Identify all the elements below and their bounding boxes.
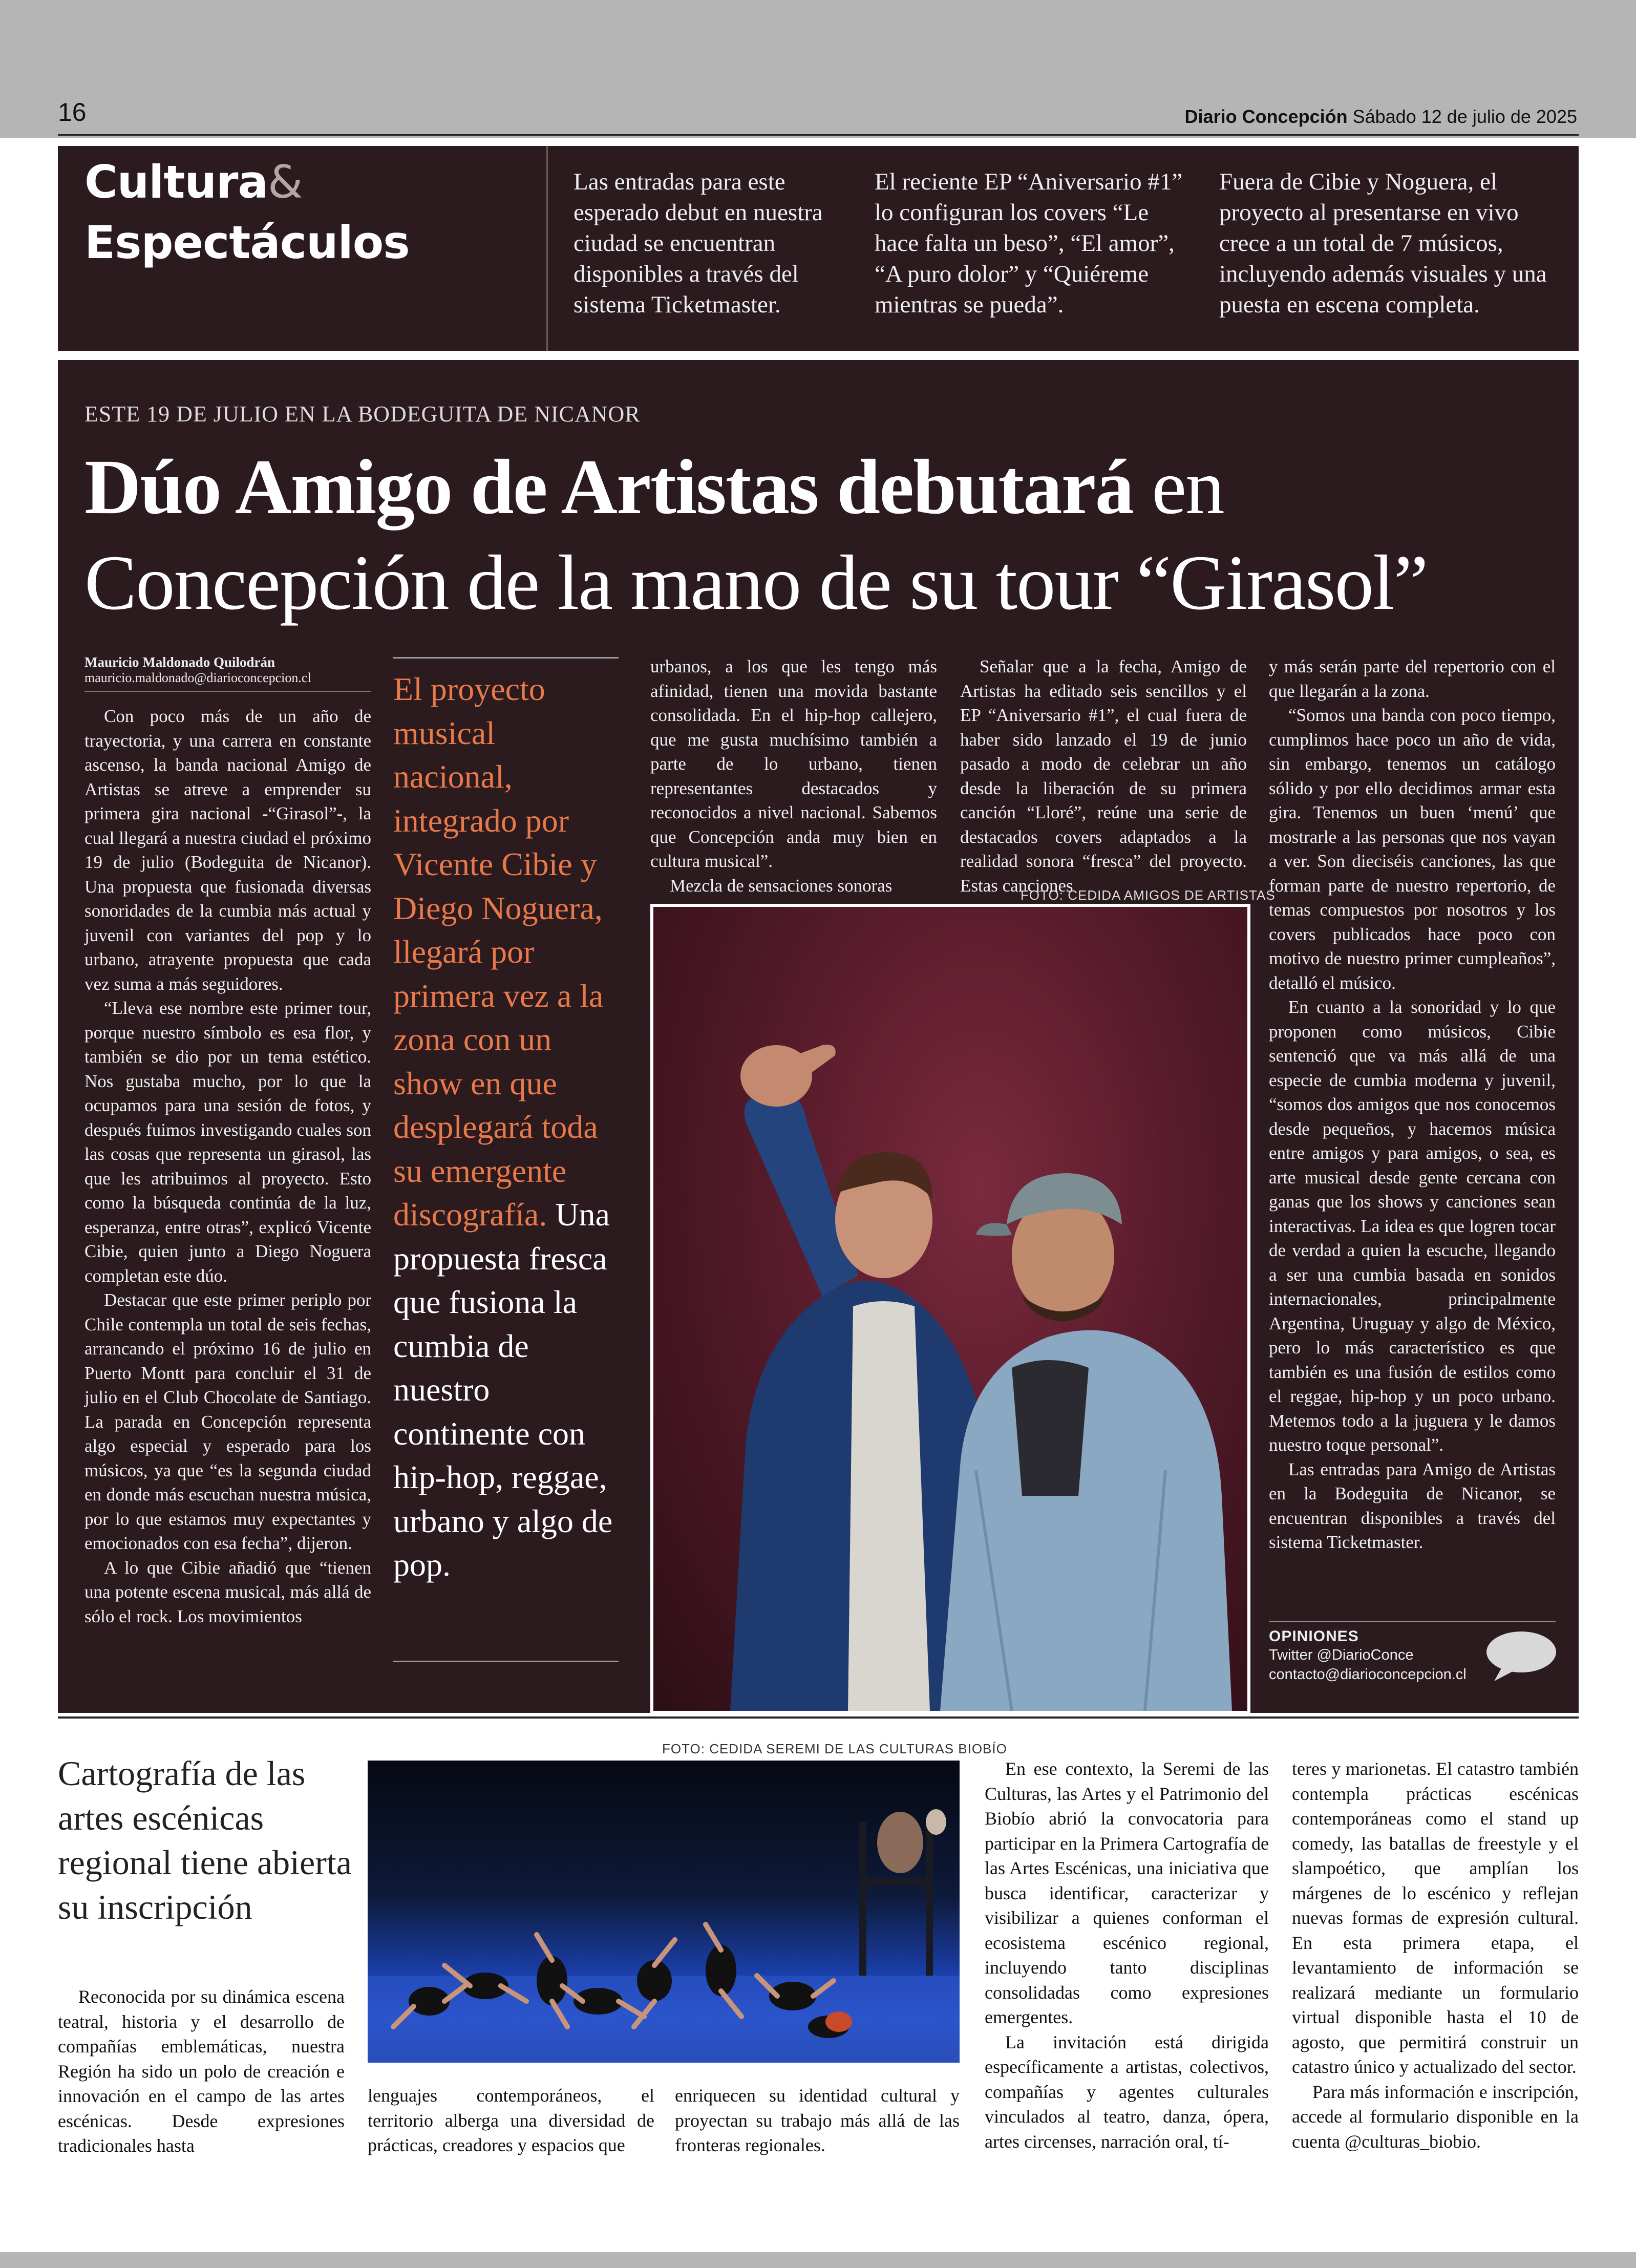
secondary-photo-credit: FOTO: CEDIDA SEREMI DE LAS CULTURAS BIOBÍO <box>662 1741 1007 1756</box>
dance-photo <box>368 1761 960 2063</box>
byline <box>84 654 371 686</box>
pull-quote-rule-bottom <box>393 1661 619 1662</box>
paragraph: lenguajes contemporáneos, el territorio alberga una diversidad de prácticas, creadores y espacios que <box>368 2085 654 2155</box>
opinions-rule <box>1269 1621 1556 1622</box>
article-headline <box>84 439 1559 631</box>
paragraph: Las entradas para Amigo de Artistas en la Bodeguita de Nicanor, se encuentran disponibles a través del sistema Ticketmaster. <box>1269 1459 1556 1552</box>
paragraph: urbanos, a los que les tengo más afinidad, tienen una movida bastante consolidada. En el hip-hop callejero, que me gusta muchísimo también a parte de lo urbano, tienen representantes destacados y reconocidos a nivel nacional. Sabemos que Concepción anda muy bien en cultura musical”. <box>650 656 937 871</box>
secondary-column-2 <box>368 2083 654 2158</box>
teaser-2: El reciente EP “Aniversario #1” lo configuran los covers “Le hace falta un beso”, “El amor”, “A puro dolor” y “Quiéreme mientras se pueda”. <box>875 168 1183 318</box>
publication-name: Diario Concepción <box>1184 106 1348 127</box>
main-article <box>58 360 1579 1713</box>
pull-quote-white: Una propuesta fresca que fusiona la cumbia de nuestro continente con hip-hop, reggae, urbano y algo de pop. <box>393 1196 613 1583</box>
speech-bubble-icon <box>1481 1627 1558 1684</box>
secondary-column-4 <box>985 1756 1269 2154</box>
section-title <box>84 152 410 273</box>
teaser-1: Las entradas para este esperado debut en nuestra ciudad se encuentran disponibles a través del sistema Ticketmaster. <box>573 168 823 318</box>
headline-line2: Concepción de la mano de su tour “Girasol” <box>84 540 1428 626</box>
paragraph: enriquecen su identidad cultural y proyectan su trabajo más allá de las fronteras regionales. <box>675 2085 960 2155</box>
page-number: 16 <box>58 98 87 126</box>
paragraph: En cuanto a la sonoridad y lo que proponen como músicos, Cibie sentenció que va más allá de una especie de cumbia moderna y juvenil, “somos dos amigos que nos conocemos desde pequeños, y hacemos música entre amigos y para amigos, o sea, es arte musical desde gente cercana con ganas que los shows y canciones sean interactivas. La idea es que logren tocar de verdad a quien la escuche, llegando a ser una cumbia basada en sonidos internacionales, principalmente Argentina, Uruguay y algo de México, pero lo más característico es que también es una fusión de estilos como el reggae, hip-hop y un poco urbano. Metemos todo a la juguera y le damos nuestro toque personal”. <box>1269 997 1556 1455</box>
author-name: Mauricio Maldonado Quilodrán <box>84 654 275 670</box>
section-title-word1: Cultura <box>84 156 268 208</box>
paragraph: “Somos una banda con poco tiempo, cumplimos hace poco un año de vida, sin embargo, tenemos un catálogo sólido y por ello decidimos armar esta gira. Tenemos un buen ‘menú’ que mostrarle a las personas que nos vayan a ver. Son dieciséis canciones, las que forman parte de nuestro repertorio, de temas compuestos por nosotros y los covers publicados hace poco con motivo de nuestro primer cumpleaños”, detalló el músico. <box>1269 705 1556 993</box>
opinions-label: OPINIONES <box>1269 1628 1359 1645</box>
opinions-email[interactable]: contacto@diarioconcepcion.cl <box>1269 1666 1467 1683</box>
headline-bold: Dúo Amigo de Artistas debutará <box>84 444 1134 531</box>
paragraph: y más serán parte del repertorio con el que llegarán a la zona. <box>1269 656 1556 701</box>
article-column-1 <box>84 704 371 1628</box>
folio-line <box>1185 106 1577 128</box>
pull-quote <box>393 667 619 1587</box>
article-kicker: ESTE 19 DE JULIO EN LA BODEGUITA DE NICANOR <box>84 401 641 427</box>
section-header <box>58 146 1579 351</box>
band-photo <box>650 904 1250 1714</box>
paragraph: teres y marionetas. El catastro también contempla prácticas escénicas contemporáneas como el stand up comedy, las batallas de freestyle y el slampoético, que amplían los márgenes de lo escénico y reflejan nuevas formas de expresión cultural. En esta primera etapa, el levantamiento de información se realizará mediante un formulario virtual disponible hasta el 10 de agosto, que permitirá construir un catastro único y actualizado del sector. <box>1292 1758 1579 2077</box>
paragraph: Para más información e inscripción, accede al formulario disponible en la cuenta @culturas_biobio. <box>1292 2081 1579 2152</box>
author-email: mauricio.maldonado@diarioconcepcion.cl <box>84 670 311 685</box>
paragraph: En ese contexto, la Seremi de las Culturas, las Artes y el Patrimonio del Biobío abrió la convocatoria para participar en la Primera Cartografía de las Artes Escénicas, una iniciativa que busca identificar, caracterizar y visibilizar a quienes conforman el ecosistema escénico regional, incluyendo tanto disciplinas consolidadas como expresiones emergentes. <box>985 1758 1269 2027</box>
article-column-4 <box>960 654 1247 898</box>
paragraph: Reconocida por su dinámica escena teatral, historia y el desarrollo de compañías emblemáticas, nuestra Región ha sido un polo de creación e innovación en el campo de las artes escénicas. Desde expresiones tradicionales hasta <box>58 1986 345 2156</box>
paragraph: “Lleva ese nombre este primer tour, porque nuestro símbolo es esa flor, y también se dio por un tema estético. Nos gustaba mucho, por lo que la ocupamos para una sesión de fotos, y después fuimos investigando cuales son las cosas que representa un girasol, las que les atribuimos al proyecto. Esto como la búsqueda continúa de la luz, esperanza, entre otras”, explicó Vicente Cibie, quien junto a Diego Noguera completan este dúo. <box>84 998 371 1286</box>
header-divider <box>546 146 548 351</box>
section-ampersand: & <box>267 156 303 208</box>
headline-rest: en <box>1133 444 1224 531</box>
teaser-3: Fuera de Cibie y Noguera, el proyecto al presentarse en vivo crece a un total de 7 músicos, incluyendo además visuales y una puesta en escena completa. <box>1219 168 1547 318</box>
secondary-column-1 <box>58 1984 345 2158</box>
pull-quote-orange: El proyecto musical nacional, integrado por Vicente Cibie y Diego Noguera, llegará por primera vez a la zona con un show en que desplegará toda su emergente discografía. <box>393 671 604 1233</box>
pull-quote-rule-top <box>393 657 619 659</box>
dance-photo-illustration <box>368 1761 960 2063</box>
byline-rule <box>84 691 371 692</box>
subheading: Mezcla de sensaciones sonoras <box>670 875 893 896</box>
section-title-word2: Espectáculos <box>84 216 410 269</box>
section-rule <box>58 1716 1579 1719</box>
band-photo-illustration <box>653 907 1247 1711</box>
paragraph: Destacar que este primer periplo por Chile contempla un total de seis fechas, arrancando el próximo 16 de julio en Puerto Montt para concluir el 31 de julio en el Club Chocolate de Santiago. La parada en Concepción representa algo especial y esperado para los músicos, ya que “es la segunda ciudad en donde más escuchan nuestra música, por lo que estamos muy expectantes y emocionados con esa fecha”, dijeron. <box>84 1290 371 1553</box>
opinions-box <box>1269 1628 1467 1684</box>
secondary-column-5 <box>1292 1756 1579 2154</box>
photo-credit: FOTO: CEDIDA AMIGOS DE ARTISTAS <box>1021 887 1276 903</box>
secondary-headline: Cartografía de las artes escénicas regional tiene abierta su inscripción <box>58 1754 352 1926</box>
paragraph: A lo que Cibie añadió que “tienen una potente escena musical, más allá de sólo el rock. Los movimientos <box>84 1557 371 1626</box>
paragraph: Señalar que a la fecha, Amigo de Artistas ha editado seis sencillos y el EP “Aniversario #1”, el cual fuera de haber sido lanzado el 19 de junio pasado a modo de celebrar un año desde la liberación de su primera canción “Lloré”, reúne una serie de destacados covers adaptados a la realidad sonora “fresca” del proyecto. Estas canciones <box>960 656 1247 896</box>
top-rule <box>58 134 1579 136</box>
paragraph: Con poco más de un año de trayectoria, y una carrera en constante ascenso, la banda nacional Amigo de Artistas se atreve a emprender su primera gira nacional -“Girasol”-, la cual llegará a nuestra ciudad el próximo 19 de julio (Bodeguita de Nicanor). Una propuesta que fusionada diversas sonoridades de la cumbia más actual y juvenil con variantes del pop y lo urbano, atrayente propuesta que cada vez suma a más seguidores. <box>84 706 371 994</box>
paragraph: La invitación está dirigida específicamente a artistas, colectivos, compañías y agentes culturales vinculados al teatro, danza, ópera, artes circenses, narración oral, tí- <box>985 2031 1269 2152</box>
article-column-3 <box>650 654 937 898</box>
article-column-5 <box>1269 654 1556 1555</box>
opinions-twitter[interactable]: Twitter @DiarioConce <box>1269 1647 1414 1663</box>
secondary-column-3 <box>675 2083 960 2158</box>
publication-date: Sábado 12 de julio de 2025 <box>1352 106 1577 127</box>
